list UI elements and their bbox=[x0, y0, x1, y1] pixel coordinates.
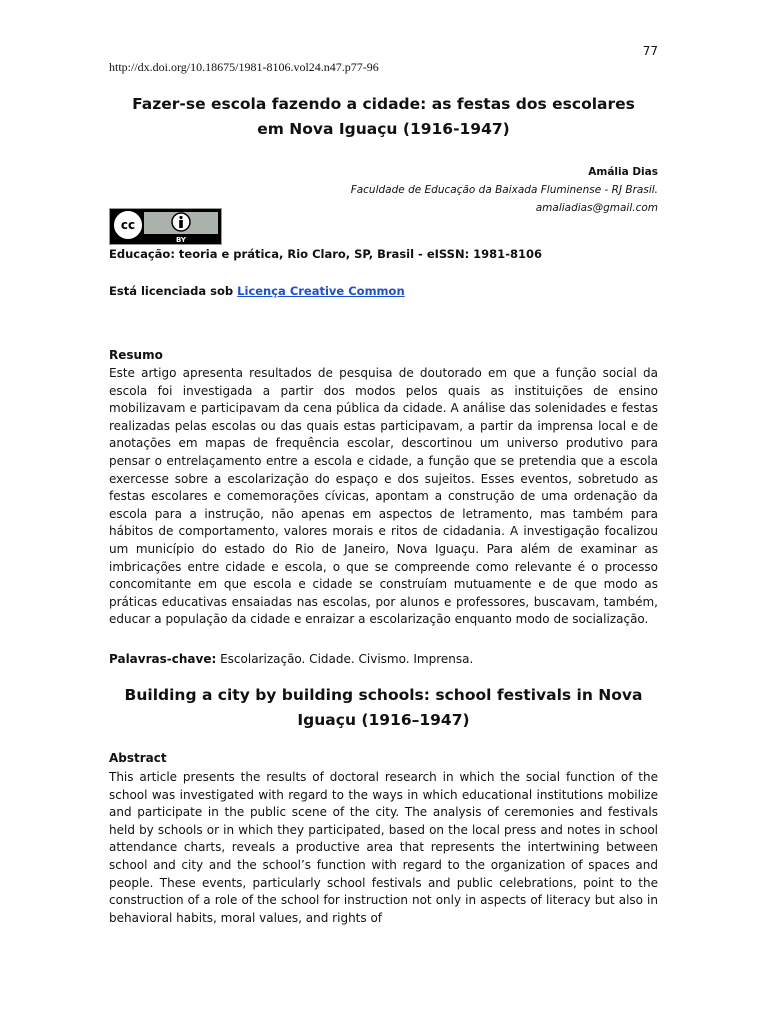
author-affiliation: Faculdade de Educação da Baixada Fluminense - RJ Brasil. bbox=[350, 184, 658, 196]
cc-by-logo bbox=[110, 209, 221, 244]
title-pt-line-2: em Nova Iguaçu (1916-1947) bbox=[257, 120, 510, 138]
abstract-heading: Abstract bbox=[109, 751, 167, 765]
author-email[interactable]: amaliadias@gmail.com bbox=[535, 202, 658, 214]
by-mark: BY bbox=[175, 236, 187, 244]
title-en-line-1: Building a city by building schools: school festivals in Nova bbox=[124, 686, 643, 704]
keywords-label: Palavras-chave: bbox=[109, 652, 217, 666]
cc-mark: cc bbox=[120, 218, 136, 232]
keywords-value: Escolarização. Cidade. Civismo. Imprensa. bbox=[220, 652, 474, 666]
author-block bbox=[300, 163, 658, 217]
license-link[interactable]: Licença Creative Common bbox=[237, 284, 405, 298]
abstract-text: This article presents the results of doctoral research in which the social function of the school was investigated with regard to the ways in which educational institutions mobilize and participate in the public scene of the city. The analysis of ceremonies and festivals held by schools or in which they participated, based on the local press and notes in school attendance charts, reveals a productive area that represents the intertwining between school and city and the school’s function with regard to the organization of spaces and people. These events, particularly school festivals and public celebrations, point to the construction of a role of the school for instruction not only in aspects of literacy but also in behavioral habits, moral values, and rights of bbox=[109, 770, 658, 925]
cc-by-license-badge[interactable] bbox=[109, 208, 222, 245]
article-title-english bbox=[109, 683, 658, 733]
license-prefix: Está licenciada sob bbox=[109, 284, 234, 298]
doi-link[interactable]: http://dx.doi.org/10.18675/1981-8106.vol24.n47.p77-96 bbox=[109, 60, 379, 74]
article-title-portuguese bbox=[109, 92, 658, 142]
title-pt-line-1: Fazer-se escola fazendo a cidade: as festas dos escolares bbox=[132, 95, 635, 113]
keywords-line bbox=[109, 651, 658, 669]
author-name: Amália Dias bbox=[588, 166, 658, 178]
page-number: 77 bbox=[642, 44, 658, 58]
title-en-line-2: Iguaçu (1916–1947) bbox=[297, 711, 470, 729]
resumo-heading: Resumo bbox=[109, 348, 163, 362]
resumo-text: Este artigo apresenta resultados de pesquisa de doutorado em que a função social da escola foi investigada a partir dos modos pelos quais as instituições de ensino mobilizavam e participavam da cena pública da cidade. A análise das solenidades e festas realizadas pelas escolas ou das quais estas participavam, a partir da imprensa local e de anotações em mapas de frequência escolar, descortinou um universo produtivo para pensar o entrelaçamento entre a escola e cidade, a função que se pretendia que a escola exercesse sobre a escolarização do espaço e dos sujeitos. Esses eventos, sobretudo as festas escolares e comemorações cívicas, apontam a construção de uma ordenação da escola para a instrução, não apenas em aspectos de letramento, mas também para hábitos de comportamento, valores morais e ritos de cidadania. A investigação focalizou um município do estado do Rio de Janeiro, Nova Iguaçu. Para além de examinar as imbricações entre cidade e escola, o que se compreende como relevante é o processo concomitante em que escola e cidade se construíam mutuamente e de que modo as práticas educativas ensaiadas nas escolas, por alunos e professores, buscavam, também, educar a população da cidade e enraizar a escolarização enquanto modo de socialização. bbox=[109, 366, 658, 627]
license-statement bbox=[109, 284, 405, 298]
journal-info: Educação: teoria e prática, Rio Claro, SP, Brasil - eISSN: 1981-8106 bbox=[109, 247, 542, 261]
